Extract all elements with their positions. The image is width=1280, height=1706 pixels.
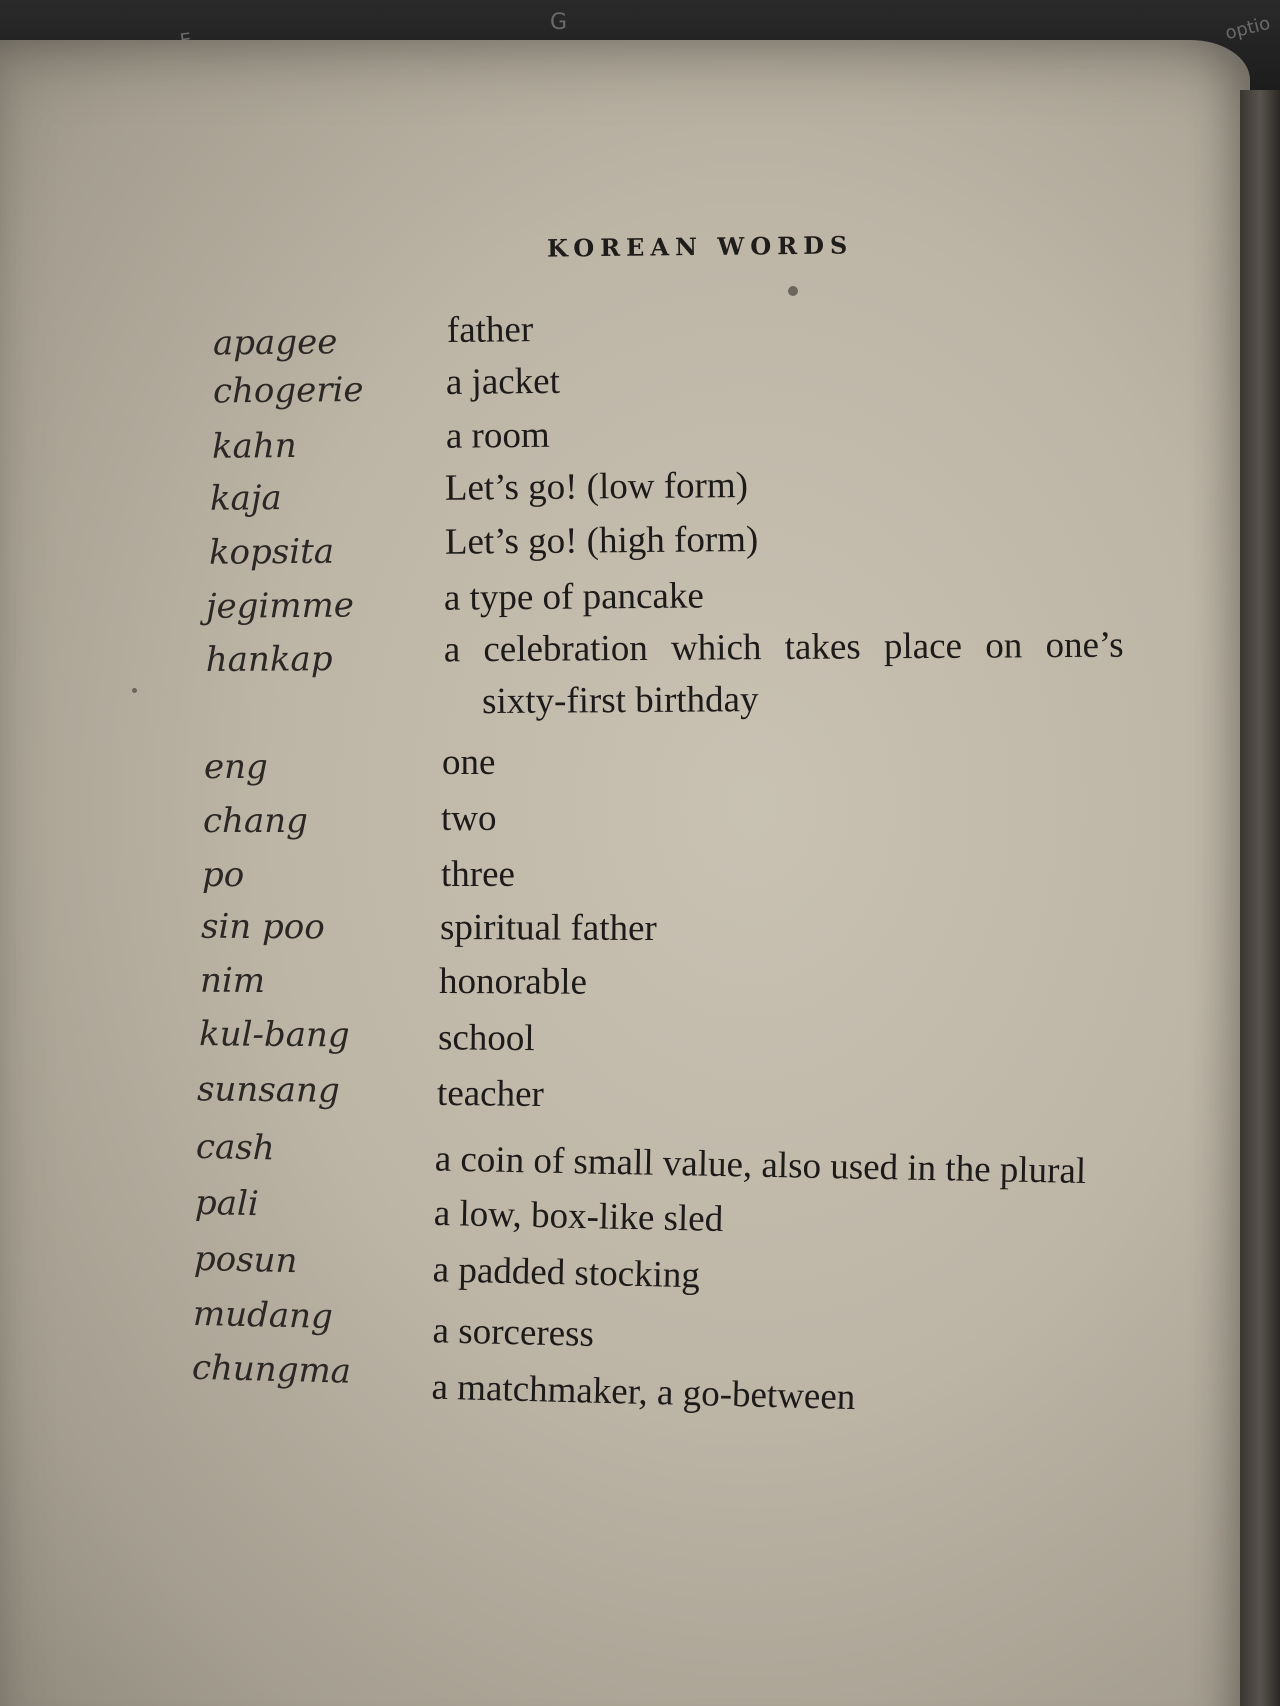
english-definition: father [446,309,534,352]
glossary-entry [0,742,1280,797]
english-definition: two [441,798,497,839]
english-definition: school [437,1017,535,1060]
glossary-entry [0,960,1280,1017]
glossary-entry [0,624,1280,742]
korean-word: apagee [212,322,338,364]
english-definition: a matchmaker, a go-between [431,1366,856,1419]
english-definition: honorable [438,960,588,1003]
korean-word: eng [204,747,268,787]
korean-word: chungma [191,1347,352,1392]
english-definition: Let’s go! (low form) [444,465,749,509]
korean-word: pali [194,1182,260,1225]
english-definition: a sorceress [432,1310,595,1355]
korean-word: kul-bang [198,1014,350,1056]
korean-word: jegimme [205,585,355,627]
english-definition: a coin of small value, also used in the plural [434,1138,1087,1193]
korean-word: hankap [205,639,333,681]
english-definition: Let’s go! (high form) [444,518,759,563]
english-definition-continuation: sixty-first birthday [481,679,759,723]
english-definition: a type of pancake [443,575,704,619]
korean-word: kaja [209,478,282,519]
korean-word: cash [195,1126,276,1169]
glossary-entry [0,1012,1280,1073]
english-definition: teacher [436,1072,545,1115]
korean-word: sin poo [200,906,325,948]
english-definition: a low, box-like sled [433,1192,724,1240]
korean-word: mudang [192,1293,334,1338]
glossary-entry [0,360,1280,423]
glossary-entry [0,1067,1280,1130]
glossary-entry [0,306,1280,369]
english-definition: spiritual father [439,906,657,950]
english-definition: a celebration which takes place on one’s [443,624,1124,671]
english-definition: a room [445,414,550,457]
korean-word: kahn [211,425,297,467]
glossary-entry [0,855,1280,905]
english-definition: one [442,742,496,783]
glossary-entry [0,906,1280,963]
korean-word: po [202,855,245,895]
glossary-entry [0,798,1280,851]
korean-word: posun [193,1238,298,1282]
korean-word: sunsang [196,1069,340,1111]
keyboard-key-label: G [550,10,568,35]
english-definition: a padded stocking [432,1249,701,1297]
english-definition: three [441,854,515,895]
korean-word: nim [199,960,266,1002]
keyboard-key-label: optio [1223,12,1273,45]
korean-word: chogerie [212,369,364,412]
page-heading: KOREAN WORDS [546,230,854,263]
english-definition: a jacket [445,360,561,404]
korean-word: chang [203,801,308,841]
korean-word: kopsita [208,531,335,573]
